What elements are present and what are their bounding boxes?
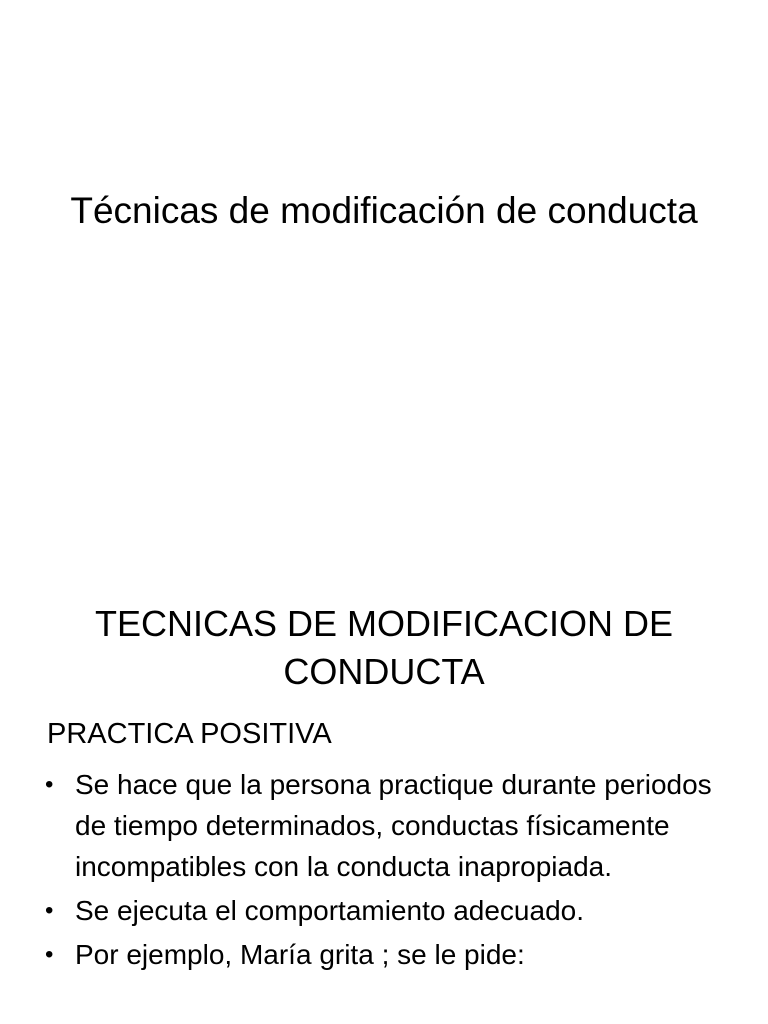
bullet-item <box>45 890 748 931</box>
slide-content-heading: TECNICAS DE MODIFICACION DE CONDUCTA <box>94 603 674 692</box>
bullet-item <box>45 764 748 887</box>
bullet-item <box>45 934 748 975</box>
bullet-list <box>45 764 748 978</box>
bullet-icon: • <box>45 941 54 968</box>
slide-content <box>0 576 768 1024</box>
bullet-icon: • <box>45 771 54 798</box>
bullet-text: Se hace que la persona practique durante periodos de tiempo determinados, conductas físicamente incompatibles con la conducta inapropiada. <box>75 769 712 882</box>
bullet-icon: • <box>45 897 54 924</box>
bullet-text: Por ejemplo, María grita ; se le pide: <box>75 939 525 970</box>
slide-title-heading: Técnicas de modificación de conducta <box>70 190 698 231</box>
section-subheading: PRACTICA POSITIVA <box>47 718 332 750</box>
bullet-text: Se ejecuta el comportamiento adecuado. <box>75 895 584 926</box>
